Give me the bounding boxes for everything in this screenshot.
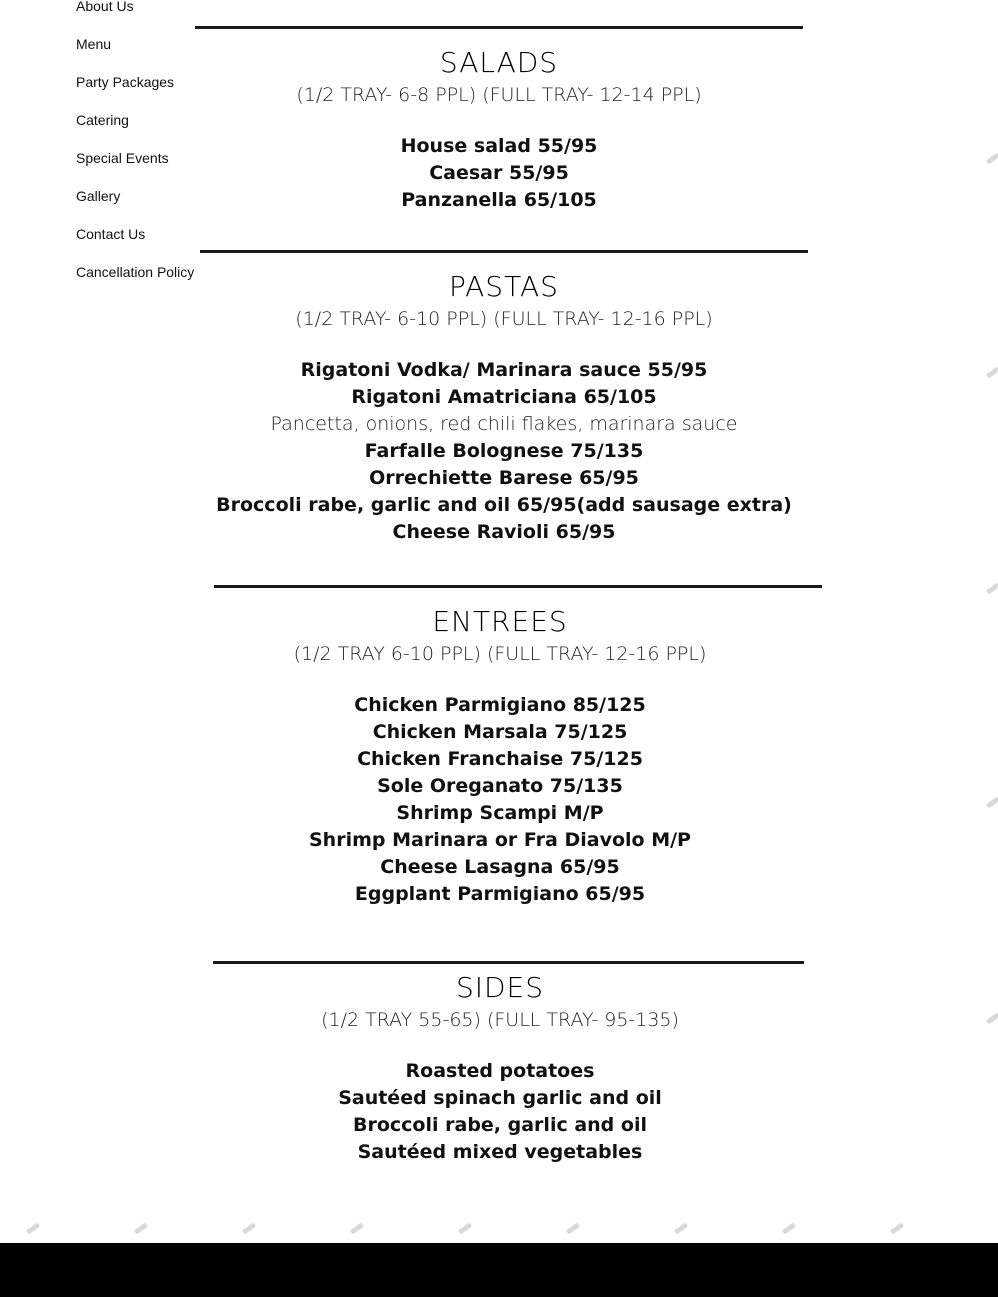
menu-section-salads — [195, 26, 803, 214]
menu-item: Chicken Parmigiano 85/125 — [354, 694, 646, 716]
section-tray-sizes: (1/2 TRAY 55-65) (FULL TRAY- 95-135) — [321, 1009, 679, 1031]
menu-item: Orrechiette Barese 65/95 — [369, 467, 639, 489]
menu-section-pastas — [200, 250, 808, 546]
section-title: PASTAS — [449, 270, 559, 303]
section-tray-sizes: (1/2 TRAY 6-10 PPL) (FULL TRAY- 12-16 PPL) — [293, 643, 707, 665]
section-divider — [214, 585, 822, 588]
nav-item-party-packages[interactable]: Party Packages — [76, 74, 175, 90]
menu-item: Cheese Ravioli 65/95 — [392, 521, 616, 543]
menu-item: Sautéed mixed vegetables — [357, 1141, 643, 1163]
footer-bar — [0, 1243, 998, 1297]
menu-item: Panzanella 65/105 — [401, 189, 597, 211]
menu-item: Rigatoni Amatriciana 65/105 — [351, 386, 657, 408]
section-tray-sizes: (1/2 TRAY- 6-10 PPL) (FULL TRAY- 12-16 PPL) — [295, 308, 713, 330]
nav-item-contact-us[interactable]: Contact Us — [76, 226, 146, 242]
menu-item-description: Pancetta, onions, red chili flakes, marinara sauce — [270, 413, 738, 435]
section-title: ENTREES — [432, 605, 568, 638]
nav-item-cancellation-policy[interactable]: Cancellation Policy — [76, 264, 195, 280]
section-divider — [200, 250, 808, 253]
nav-item-gallery[interactable]: Gallery — [76, 188, 121, 204]
menu-item: Rigatoni Vodka/ Marinara sauce 55/95 — [300, 359, 708, 381]
decorative-streak — [890, 1222, 904, 1234]
menu-item: Farfalle Bolognese 75/135 — [364, 440, 644, 462]
menu-item: Cheese Lasagna 65/95 — [380, 856, 620, 878]
menu-item: Broccoli rabe, garlic and oil 65/95(add sausage extra) — [216, 494, 792, 516]
menu-item: Shrimp Scampi M/P — [396, 802, 604, 824]
nav-item-menu[interactable]: Menu — [76, 36, 112, 52]
decorative-streak — [566, 1222, 580, 1234]
menu-item: Chicken Marsala 75/125 — [372, 721, 628, 743]
section-title: SALADS — [439, 46, 559, 79]
decorative-streak — [782, 1222, 796, 1234]
section-tray-sizes: (1/2 TRAY- 6-8 PPL) (FULL TRAY- 12-14 PPL) — [296, 84, 702, 106]
decorative-streak — [674, 1222, 688, 1234]
section-divider — [213, 961, 804, 964]
menu-section-entrees — [196, 585, 804, 908]
menu-item-list — [196, 692, 804, 908]
decorative-streak — [458, 1222, 472, 1234]
nav-item-special-events[interactable]: Special Events — [76, 150, 169, 166]
site-nav — [76, 0, 194, 296]
decorative-streak — [986, 366, 998, 378]
menu-item-list — [195, 133, 803, 214]
decorative-streak — [986, 796, 998, 808]
menu-item: Sole Oreganato 75/135 — [377, 775, 623, 797]
menu-item: Sautéed spinach garlic and oil — [338, 1087, 662, 1109]
nav-item-about-us[interactable]: About Us — [76, 0, 134, 14]
decorative-streak — [26, 1222, 40, 1234]
menu-item: Caesar 55/95 — [429, 162, 569, 184]
decorative-streak — [242, 1222, 256, 1234]
section-divider — [195, 26, 803, 29]
menu-item: Shrimp Marinara or Fra Diavolo M/P — [309, 829, 691, 851]
menu-item: Chicken Franchaise 75/125 — [357, 748, 643, 770]
decorative-streak — [986, 582, 998, 594]
section-title: SIDES — [455, 971, 545, 1004]
decorative-streak — [986, 152, 998, 164]
nav-item-catering[interactable]: Catering — [76, 112, 129, 128]
menu-item: Broccoli rabe, garlic and oil — [353, 1114, 647, 1136]
decorative-streak — [350, 1222, 364, 1234]
menu-item: Eggplant Parmigiano 65/95 — [354, 883, 646, 905]
decorative-streak — [134, 1222, 148, 1234]
menu-section-sides — [196, 961, 804, 1166]
menu-item: House salad 55/95 — [400, 135, 598, 157]
decorative-streak — [986, 1012, 998, 1024]
menu-item-list — [196, 1058, 804, 1166]
menu-item-list — [200, 357, 808, 546]
menu-item: Roasted potatoes — [405, 1060, 595, 1082]
